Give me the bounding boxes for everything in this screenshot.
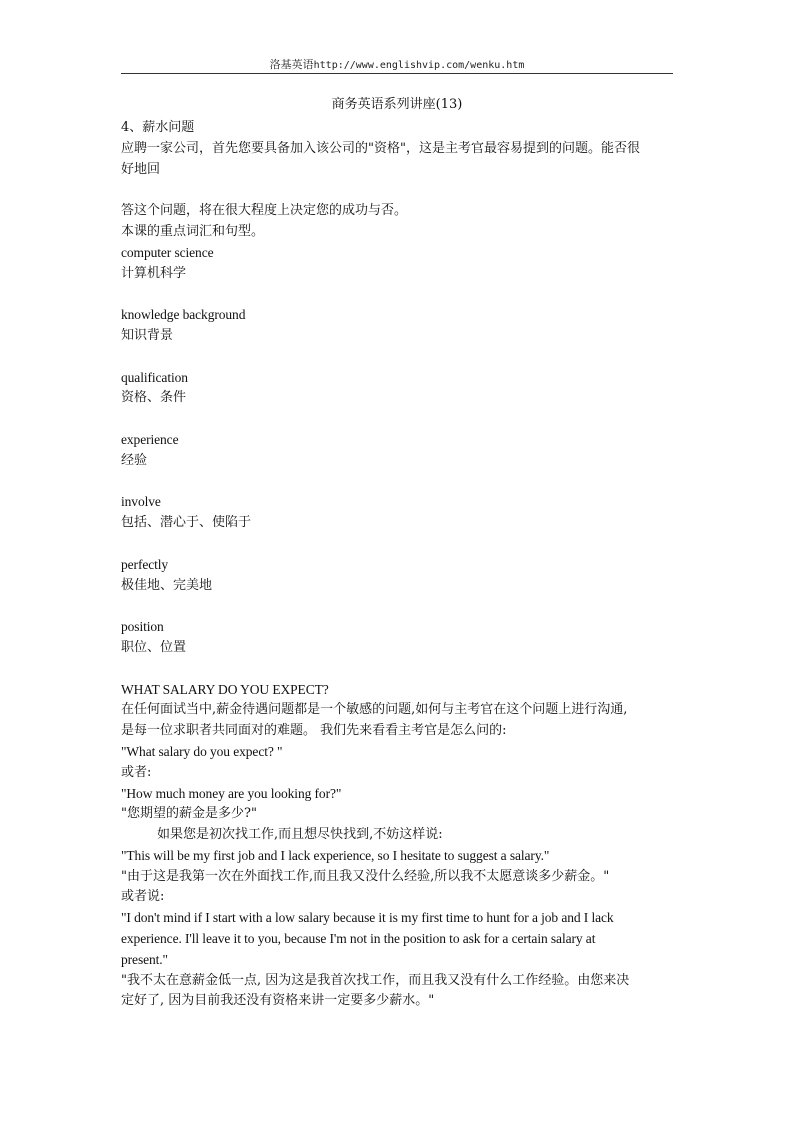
vocab-definition: 经验 bbox=[121, 452, 148, 468]
text-line: 或者说: bbox=[121, 889, 165, 905]
vocab-term: knowledge background bbox=[121, 307, 246, 323]
vocab-definition: 计算机科学 bbox=[121, 265, 187, 281]
vocab-definition: 资格、条件 bbox=[121, 390, 187, 406]
document-title: 商务英语系列讲座(13) bbox=[331, 97, 463, 112]
quote-line: "How much money are you looking for?" bbox=[121, 785, 342, 801]
quote-line: "What salary do you expect? " bbox=[121, 743, 283, 759]
quote-line: 定好了, 因为目前我还没有资格来讲一定要多少薪水。" bbox=[121, 993, 435, 1009]
document-body bbox=[121, 118, 677, 1012]
blank-line bbox=[121, 409, 677, 430]
vocab-term: perfectly bbox=[121, 556, 169, 572]
vocab-definition: 极佳地、完美地 bbox=[121, 577, 213, 593]
quote-line: "I don't mind if I start with a low salary because it is my first time to hunt for a job and I lack bbox=[121, 910, 614, 926]
text-line: 或者: bbox=[121, 764, 152, 780]
header-url[interactable]: http://www.englishvip.com/wenku.htm bbox=[313, 60, 525, 71]
section-heading: WHAT SALARY DO YOU EXPECT? bbox=[121, 681, 329, 697]
text-line: 是每一位求职者共同面对的难题。 我们先来看看主考官是怎么问的: bbox=[121, 723, 507, 739]
blank-line bbox=[121, 472, 677, 493]
vocab-definition: 包括、潜心于、使陷于 bbox=[121, 515, 252, 531]
text-line: 如果您是初次找工作,而且想尽快找到,不妨这样说: bbox=[157, 827, 443, 843]
blank-line bbox=[121, 284, 677, 305]
page-header bbox=[121, 57, 673, 73]
text-line: 本课的重点词汇和句型。 bbox=[121, 223, 265, 239]
vocab-term: position bbox=[121, 619, 164, 635]
quote-line: experience. I'll leave it to you, because I'm not in the position to ask for a certain salary at bbox=[121, 931, 596, 947]
text-line: 好地回 bbox=[121, 161, 161, 177]
text-line: 4、薪水问题 bbox=[121, 120, 195, 135]
blank-line bbox=[121, 534, 677, 555]
text-line: 应聘一家公司，首先您要具备加入该公司的"资格"，这是主考官最容易提到的问题。能否很 bbox=[121, 140, 640, 156]
quote-line: "您期望的薪金是多少?" bbox=[121, 806, 257, 822]
header-divider bbox=[121, 73, 673, 74]
vocab-definition: 知识背景 bbox=[121, 327, 174, 343]
quote-line: present." bbox=[121, 951, 168, 967]
blank-line bbox=[121, 596, 677, 617]
quote-line: "由于这是我第一次在外面找工作,而且我又没什么经验,所以我不太愿意谈多少薪金。" bbox=[121, 868, 610, 884]
vocab-term: involve bbox=[121, 494, 161, 510]
vocab-definition: 职位、位置 bbox=[121, 639, 187, 655]
blank-line bbox=[121, 347, 677, 368]
header-site-name: 洛基英语 bbox=[269, 58, 314, 71]
blank-line bbox=[121, 180, 677, 201]
quote-line: "我不太在意薪金低一点, 因为这是我首次找工作，而且我又没有什么工作经验。由您来决 bbox=[121, 972, 630, 988]
vocab-term: experience bbox=[121, 431, 179, 447]
text-line: 在任何面试当中,薪金待遇问题都是一个敏感的问题,如何与主考官在这个问题上进行沟通, bbox=[121, 702, 628, 718]
vocab-term: qualification bbox=[121, 369, 188, 385]
text-line: 答这个问题，将在很大程度上决定您的成功与否。 bbox=[121, 203, 408, 219]
quote-line: "This will be my first job and I lack experience, so I hesitate to suggest a salary." bbox=[121, 847, 550, 863]
blank-line bbox=[121, 659, 677, 680]
vocab-term: computer science bbox=[121, 244, 214, 260]
